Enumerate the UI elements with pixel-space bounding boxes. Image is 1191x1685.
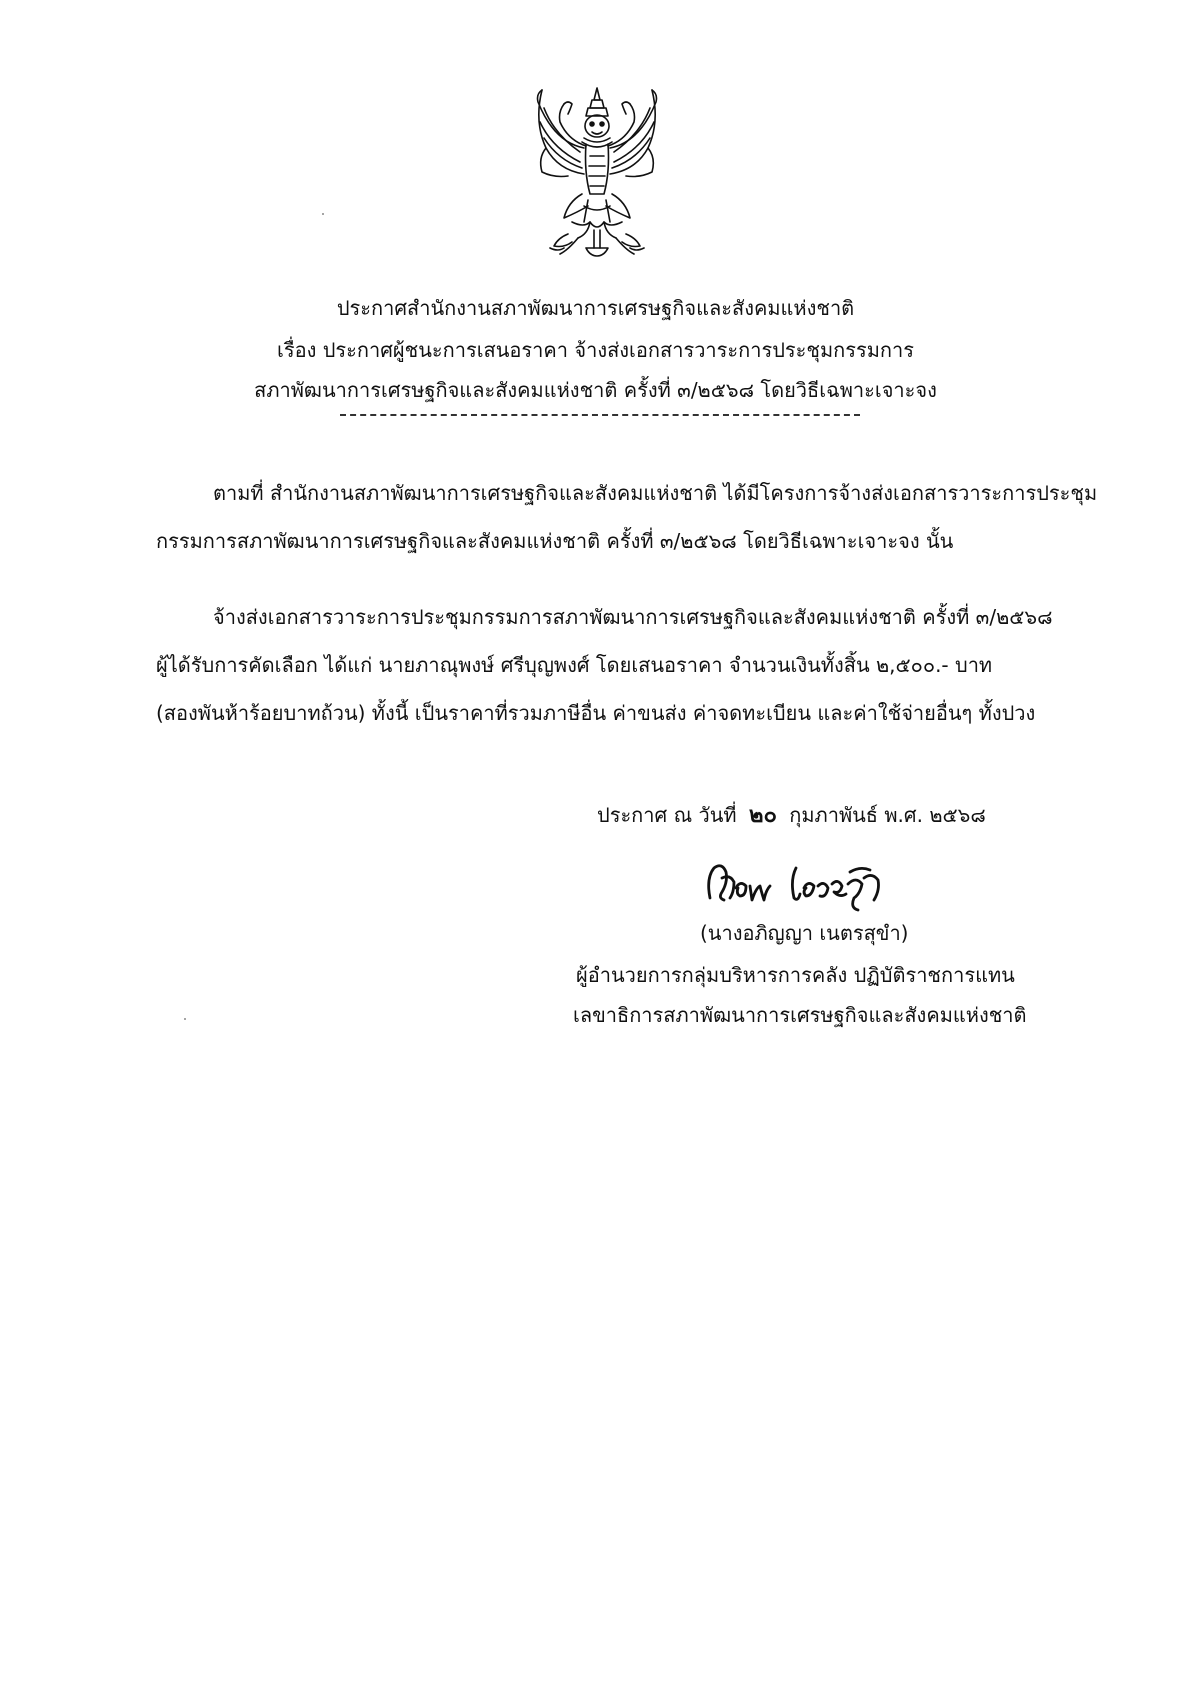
date-month-year: กุมภาพันธ์ พ.ศ. ๒๕๖๘ <box>789 803 986 827</box>
handwritten-signature <box>700 858 920 914</box>
date-prefix: ประกาศ ณ วันที่ <box>597 803 737 827</box>
paragraph-2-line-1: จ้างส่งเอกสารวาระการประชุมกรรมการสภาพัฒนาการเศรษฐกิจและสังคมแห่งชาติ ครั้งที่ ๓/๒๕๖๘ <box>213 605 1053 629</box>
signatory-position-continued: เลขาธิการสภาพัฒนาการเศรษฐกิจและสังคมแห่งชาติ <box>573 1003 1027 1027</box>
header-separator <box>340 414 860 416</box>
announcement-date <box>597 800 986 830</box>
paragraph-2-line-2: ผู้ได้รับการคัดเลือก ได้แก่ นายภาณุพงษ์ ศรีบุญพงศ์ โดยเสนอราคา จำนวนเงินทั้งสิ้น ๒,๕๐๐.- บาท <box>156 653 993 677</box>
announcement-subject: เรื่อง ประกาศผู้ชนะการเสนอราคา จ้างส่งเอกสารวาระการประชุมกรรมการ <box>276 338 915 362</box>
paragraph-1-line-1: ตามที่ สำนักงานสภาพัฒนาการเศรษฐกิจและสังคมแห่งชาติ ได้มีโครงการจ้างส่งเอกสารวาระการประชุม <box>213 481 1098 505</box>
signatory-position: ผู้อำนวยการกลุ่มบริหารการคลัง ปฏิบัติราชการแทน <box>576 963 1015 987</box>
paragraph-2-line-3: (สองพันห้าร้อยบาทถ้วน) ทั้งนี้ เป็นราคาที่รวมภาษีอื่น ค่าขนส่ง ค่าจดทะเบียน และค่าใช้จ่ายอื่นๆ ทั้งปวง <box>156 701 1036 725</box>
garuda-emblem-icon <box>528 82 666 260</box>
paragraph-1-line-2: กรรมการสภาพัฒนาการเศรษฐกิจและสังคมแห่งชาติ ครั้งที่ ๓/๒๕๖๘ โดยวิธีเฉพาะเจาะจง นั้น <box>156 529 954 553</box>
signatory-name: (นางอภิญญา เนตรสุขำ) <box>700 921 909 945</box>
scan-speck <box>184 1018 186 1020</box>
scan-speck <box>322 213 324 215</box>
announcement-subject-continued: สภาพัฒนาการเศรษฐกิจและสังคมแห่งชาติ ครั้งที่ ๓/๒๕๖๘ โดยวิธีเฉพาะเจาะจง <box>254 378 937 402</box>
date-day: ๒๐ <box>748 802 777 827</box>
announcement-title: ประกาศสำนักงานสภาพัฒนาการเศรษฐกิจและสังคมแห่งชาติ <box>336 296 855 320</box>
